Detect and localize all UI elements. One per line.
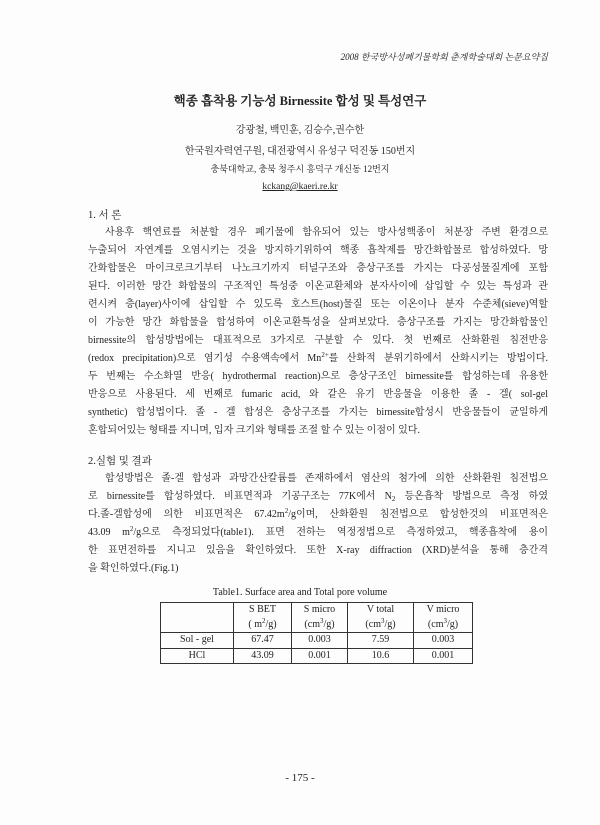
affiliation-secondary: 충북대학교, 충북 청주시 흥덕구 개신동 12번지: [210, 164, 390, 174]
paragraph-line: 련시켜 층(layer)사이에 삽입할 수 있도록 호스트(host)물질 또는 이온이나 분자 수준체(sieve)역할: [88, 299, 548, 310]
paragraph-line: [88, 488, 548, 506]
row-label: HCl: [161, 648, 234, 664]
paragraph-line: 을 확인하였다.(Fig.1): [88, 563, 179, 574]
column-unit: [292, 618, 348, 633]
unit-text: (cm: [365, 618, 381, 630]
paragraph-line: 사용후 핵연료를 처분할 경우 폐기물에 함유되어 있는 방사성핵종이 처분장 주변 환경으로: [105, 227, 548, 238]
unit-exponent: 2: [262, 616, 266, 625]
paragraph-line: 합성방법은 졸-겔 합성과 과망간산칼륨를 존재하에서 염산의 첨가에 의한 산화환원 침전법으: [105, 473, 548, 484]
line-text: 다.졸-겔합성에 의한 비표면적은 67.42m: [88, 509, 285, 520]
table-header-row: [161, 603, 473, 618]
table-cell: 0.001: [414, 648, 473, 664]
page-number: - 175 -: [285, 772, 315, 784]
unit-text: /g): [323, 618, 335, 630]
column-header: S BET: [234, 603, 292, 618]
email-text: kckang@kaeri.re.kr: [262, 182, 338, 192]
column-unit: [348, 618, 414, 633]
table-row: [161, 648, 473, 664]
subscript-number: 2: [391, 495, 396, 503]
unit-text: (cm: [427, 618, 444, 630]
surface-area-table: [160, 602, 473, 664]
table-corner-cell: [161, 603, 234, 633]
line-text: /g이며, 산화환원 침전법으로 합성한것의 비표면적은: [288, 509, 548, 520]
superscript-charge: 2+: [321, 351, 329, 359]
unit-text: /g): [446, 618, 459, 630]
affiliation-primary: 한국원자력연구원, 대전광역시 유성구 덕진동 150번지: [184, 146, 416, 157]
line-text: 로 birnessite를 합성하였다. 비표면적과 기공구조는 77K에서 N: [88, 491, 392, 502]
paragraph-line: 간화합물은 마이크로크기부터 나노크기까지 터널구조와 층상구조를 가지는 다공성물질계에 포함: [88, 263, 548, 274]
table-caption: Table1. Surface area and Total pore volume: [212, 587, 388, 598]
row-label: Sol - gel: [161, 633, 234, 649]
contact-email: [0, 180, 600, 194]
paragraph-line: 이 가능한 망간 화합물을 합성하여 이온교환특성을 살펴보았다. 층상구조를 가지는 망간화합물인: [88, 317, 548, 328]
paragraph-line: 한 표면전하를 지니고 있음을 확인하였다. 또한 X-ray diffraction (XRD)분석을 통해 층간격: [88, 545, 548, 556]
column-unit: [234, 618, 292, 633]
line-text: 등온흡착 방법으로 측정 하였: [395, 491, 549, 502]
unit-exponent: 3: [319, 616, 324, 625]
paragraph-line: synthetic) 합성법이다. 졸 - 겔 합성은 층상구조를 가지는 birnessite합성시 반응물들이 균일하게: [88, 407, 548, 418]
unit-text: (cm: [304, 618, 320, 630]
paragraph-line: birnessite의 합성방법에는 대표적으로 3가지로 구분할 수 있다. 첫 번째로 산화환원 침전반응: [88, 335, 548, 346]
table-cell: 43.09: [234, 648, 292, 664]
paragraph-line: 두 번째는 수소화열 반응( hydrothermal reaction)으로 층상구조인 birnessite를 합성하는데 유용한: [88, 371, 548, 382]
table-cell: 7.59: [348, 633, 414, 649]
author-list: 강광철, 백민훈, 김승수,권수한: [235, 125, 365, 136]
unit-exponent: 3: [380, 616, 385, 625]
superscript-exponent: 2: [284, 507, 289, 515]
table-cell: 0.003: [414, 633, 473, 649]
proceedings-header: 2008 한국방사성폐기물학회 춘계학술대회 논문요약집: [340, 52, 548, 62]
table-cell: 0.003: [292, 633, 348, 649]
paragraph-line: 누출되어 자연계를 오염시키는 것을 방지하기위하여 핵종 흡착제를 망간화합물로 합성하였다. 망: [88, 245, 548, 256]
table-cell: 0.001: [292, 648, 348, 664]
unit-text: ( m: [248, 618, 262, 630]
unit-text: /g): [384, 618, 396, 630]
table-cell: 10.6: [348, 648, 414, 664]
line-text: /g으로 측정되었다(table1). 표면 전하는 역정정법으로 측정하였고, 핵종흡착에 용이: [133, 527, 549, 538]
column-header: V total: [348, 603, 414, 618]
section-heading-experiment-results: 2.실험 및 결과: [88, 456, 152, 467]
column-unit: [414, 618, 473, 633]
line-text: (redox precipitation)으로 염기성 수용액속에서 Mn: [88, 353, 322, 364]
paragraph-line: [88, 350, 548, 368]
unit-text: /g): [265, 618, 277, 630]
paragraph-line: 반응으로 사용된다. 세 번째로 fumaric acid, 와 같은 유기 반응물을 이용한 졸 - 겔( sol-gel: [88, 389, 548, 400]
line-text: 43.09 m: [88, 527, 130, 538]
paragraph-line: 혼합되어있는 형태를 지니며, 입자 크기와 형태를 조절 할 수 있는 이점이 있다.: [88, 425, 420, 436]
unit-exponent: 3: [443, 616, 447, 625]
table-cell: 67.47: [234, 633, 292, 649]
paragraph-line: [88, 506, 548, 524]
section-heading-introduction: 1. 서 론: [88, 210, 122, 221]
table-row: [161, 633, 473, 649]
paper-title: 핵종 흡착용 기능성 Birnessite 합성 및 특성연구: [173, 94, 427, 108]
column-header: S micro: [292, 603, 348, 618]
column-header: V micro: [414, 603, 473, 618]
paragraph-line: 된다. 이러한 망간 화합물의 구조적인 특성중 이온교환체와 분자사이에 삽입할 수 있는 특성과 관: [88, 281, 548, 292]
superscript-exponent: 2: [129, 525, 134, 533]
paragraph-line: [88, 524, 548, 542]
line-text: 를 산화적 분위기하에서 산화시키는 방법이다.: [328, 353, 548, 364]
